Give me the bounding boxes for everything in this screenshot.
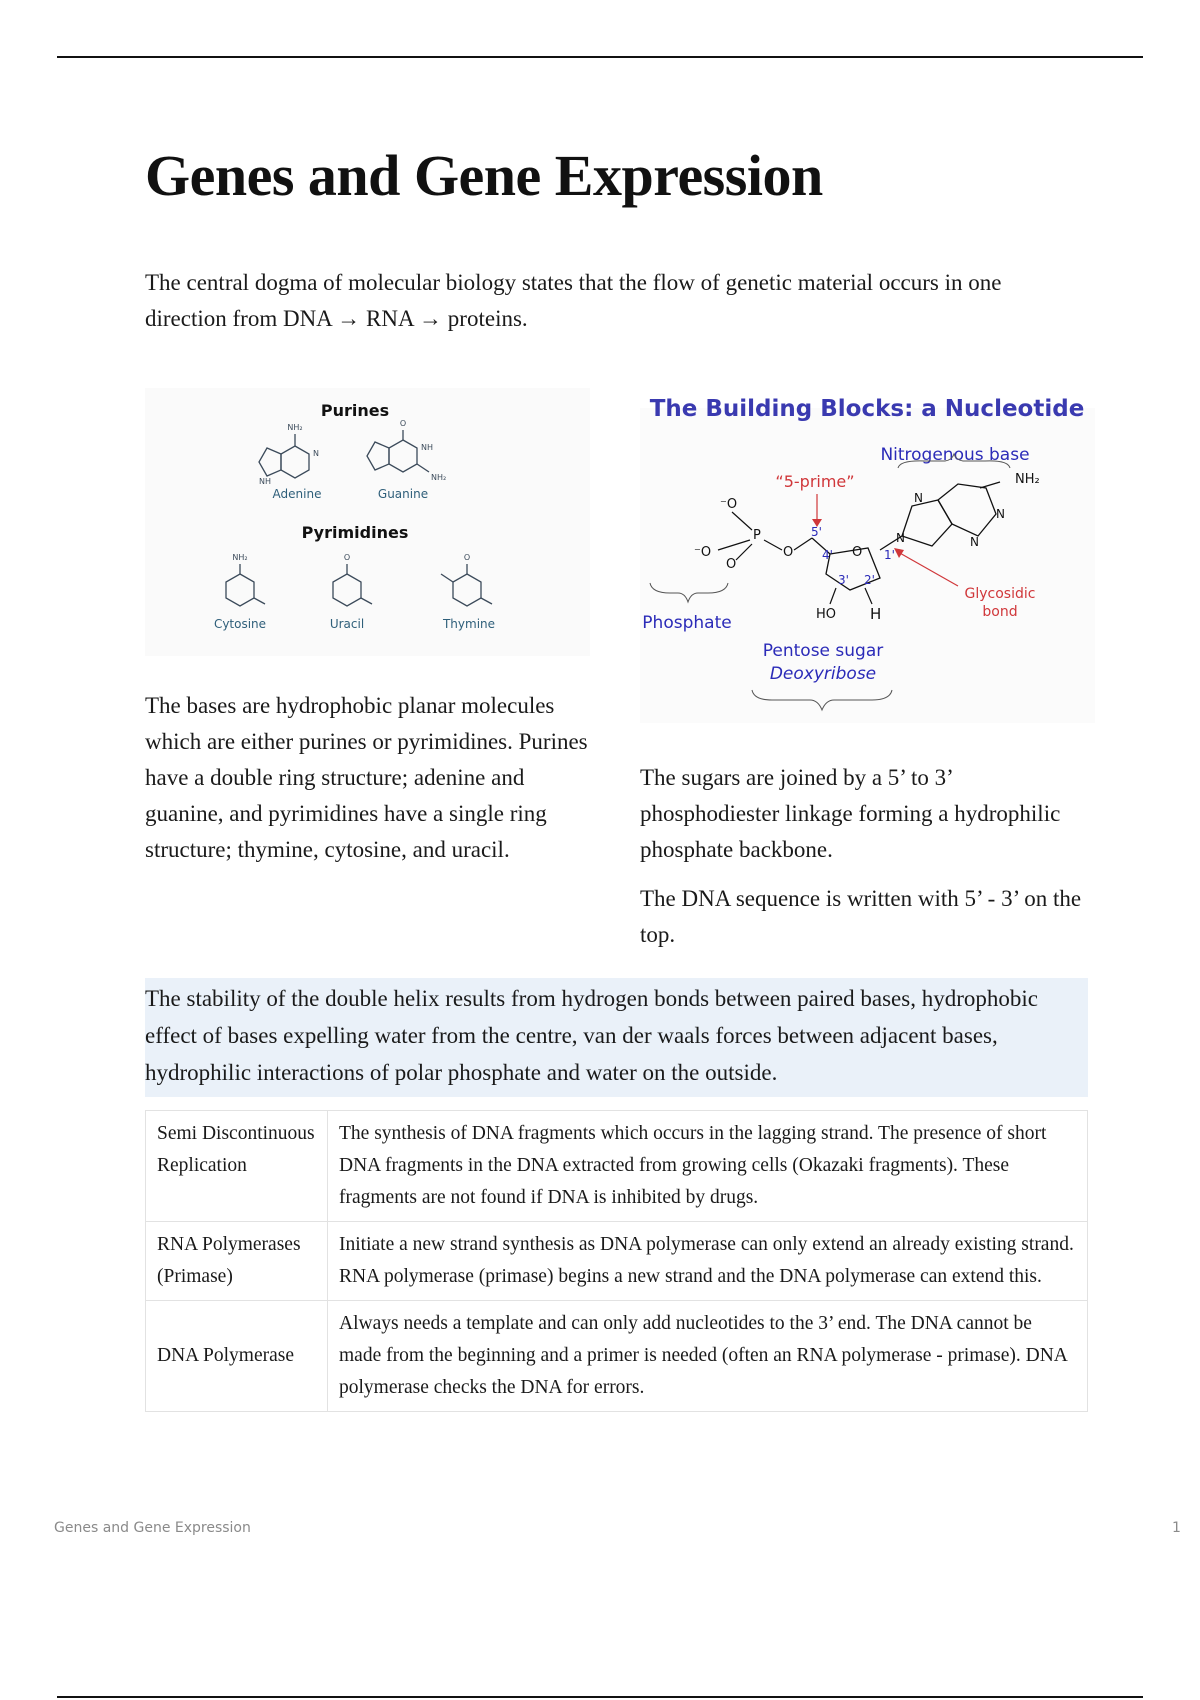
c5-label: 5' [811, 525, 822, 539]
page-number: 1 [1172, 1520, 1181, 1536]
nh2-label: NH₂ [1015, 472, 1040, 487]
glycosidic-label: Glycosidic [964, 586, 1036, 602]
h-label: H [870, 605, 882, 623]
intro-paragraph: The central dogma of molecular biology states that the flow of genetic material occurs in one direction from DNA → RNA → proteins. [145, 270, 1002, 331]
adenine-n: N [313, 449, 319, 458]
adenine-label: Adenine [272, 487, 322, 501]
c2-label: 2' [864, 573, 875, 587]
guanine-o: O [399, 419, 407, 428]
page-title: Genes and Gene Expression [145, 143, 823, 208]
definitions-table [145, 1110, 1088, 1412]
nucleotide-figure [640, 388, 1095, 723]
thymine-label: Thymine [442, 617, 496, 631]
base-n-2: N [896, 531, 905, 545]
five-prime-label: “5-prime” [775, 472, 855, 491]
table-definition: Always needs a template and can only add nucleotides to the 3’ end. The DNA cannot be made from the beginning and a primer is needed (often an RNA polymerase - primase). DNA polymerase checks the DNA for errors. [328, 1301, 1088, 1412]
footer-title: Genes and Gene Expression [54, 1520, 251, 1536]
guanine-nh2: NH₂ [431, 473, 447, 482]
deoxyribose-label: Deoxyribose [769, 664, 877, 684]
c1-label: 1' [884, 548, 895, 562]
table-definition: Initiate a new strand synthesis as DNA polymerase can only extend an already existing strand. RNA polymerase (primase) begins a new strand and the DNA polymerase can extend this. [328, 1222, 1088, 1301]
bases-figure [145, 388, 590, 656]
bridge-o: O [783, 545, 794, 560]
adenine-nh2: NH₂ [287, 423, 303, 432]
nitrogenous-base-label: Nitrogenous base [880, 445, 1030, 465]
pentose-sugar-label: Pentose sugar [762, 641, 884, 661]
c4-label: 4' [822, 548, 833, 562]
table-term: RNA Polymerases (Primase) [146, 1222, 328, 1301]
table-row [146, 1301, 1088, 1412]
bases-paragraph: The bases are hydrophobic planar molecules which are either purines or pyrimidines. Purines have a double ring structure; adenine and guanine, and pyrimidines have a single ring structure; thymine, cytosine, and uracil. [145, 693, 588, 862]
guanine-nh: NH [421, 443, 433, 452]
sugars-column [640, 760, 1095, 953]
uracil-o: O [343, 553, 351, 562]
ho-label: HO [816, 607, 837, 622]
purines-title: Purines [320, 401, 390, 420]
sequence-paragraph: The DNA sequence is written with 5’ - 3’ on the top. [640, 886, 1082, 947]
cytosine-nh2: NH₂ [232, 553, 248, 562]
nucleotide-title: The Building Blocks: a Nucleotide [649, 396, 1085, 422]
table-term: DNA Polymerase [146, 1301, 328, 1412]
sugar-o: O [852, 545, 863, 560]
phosphate-label: Phosphate [642, 613, 732, 633]
adenine-nh: NH [259, 477, 271, 486]
pyrimidines-title: Pyrimidines [301, 523, 409, 542]
bond-label: bond [982, 604, 1018, 620]
stability-callout [145, 978, 1088, 1097]
uracil-label: Uracil [329, 617, 365, 631]
phosphate-o-bottom: O [726, 557, 737, 572]
phosphate-p: P [753, 528, 761, 543]
cytosine-label: Cytosine [213, 617, 267, 631]
bottom-rule [57, 1696, 1143, 1698]
table-definition: The synthesis of DNA fragments which occurs in the lagging strand. The presence of short DNA fragments in the DNA extracted from growing cells (Okazaki fragments). These fragments are not found if DNA is inhibited by drugs. [328, 1111, 1088, 1222]
top-rule [57, 56, 1143, 58]
bases-figure-bg [145, 388, 590, 656]
c3-label: 3' [838, 573, 849, 587]
base-n-3: N [996, 507, 1005, 521]
phosphate-o-left: ⁻O [694, 545, 712, 560]
table-row [146, 1111, 1088, 1222]
table-row [146, 1222, 1088, 1301]
sugars-paragraph: The sugars are joined by a 5’ to 3’ phosphodiester linkage forming a hydrophilic phosphate backbone. [640, 765, 1061, 862]
base-n-4: N [970, 535, 979, 549]
guanine-label: Guanine [377, 487, 429, 501]
stability-paragraph: The stability of the double helix results from hydrogen bonds between paired bases, hydrophobic effect of bases expelling water from the centre, van der waals forces between adjacent bases, hydrophilic interactions of polar phosphate and water on the outside. [145, 986, 1038, 1085]
table-term: Semi Discontinuous Replication [146, 1111, 328, 1222]
thymine-o: O [463, 553, 471, 562]
phosphate-o-top: ⁻O [720, 497, 738, 512]
base-n-1: N [914, 491, 923, 505]
